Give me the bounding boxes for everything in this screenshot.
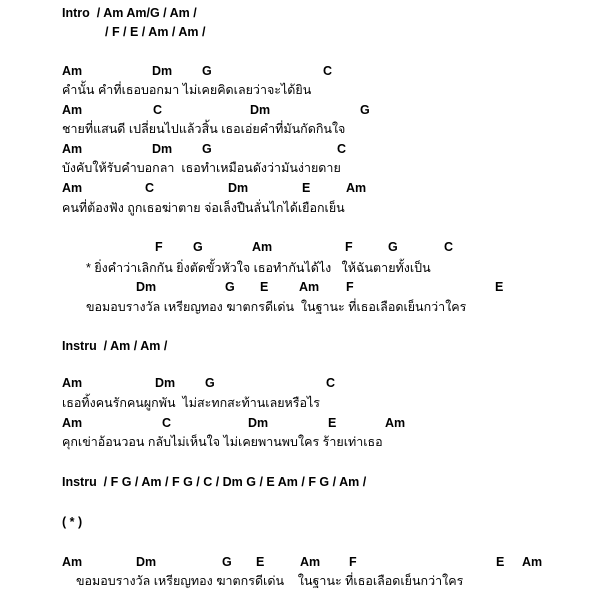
chord: Am [299,280,320,294]
lyric-line: * ยิ่งคำว่าเลิกกัน ยิ่งตัดขั้วหัวใจ เธอทำกันได้ไง ให้ฉันตายทั้งเป็น [86,261,431,275]
chord: E [302,181,311,195]
chord: Am [62,555,83,569]
lyric-line: บังคับให้รับคำบอกลา เธอทำเหมือนดังว่ามันง่ายดาย [62,161,341,175]
chord: Am [300,555,321,569]
chord: Am [62,416,83,430]
chord: E [260,280,269,294]
chord: Am [62,64,83,78]
chord: Dm [152,142,173,156]
chord: F [349,555,357,569]
chord: G [202,142,212,156]
chord: Am [62,376,83,390]
chord: E [496,555,505,569]
chord: Dm [136,555,157,569]
chord: G [388,240,398,254]
lyric-line: ชายที่แสนดี เปลี่ยนไปแล้วสิ้น เธอเอ่ยคำที่มันกัดกินใจ [62,122,346,136]
chord: C [162,416,172,430]
chord: G [205,376,215,390]
chord: G [193,240,203,254]
chord: G [222,555,232,569]
chord: C [145,181,155,195]
chord: C [444,240,454,254]
chord: Dm [228,181,249,195]
chord: Dm [250,103,271,117]
lyric-line: คุกเข่าอ้อนวอน กลับไม่เห็นใจ ไม่เคยพานพบใคร ร้ายเท่าเธอ [62,435,383,449]
chord: E [256,555,265,569]
chord: Dm [155,376,176,390]
instru-line: Instru / Am / Am / [62,339,168,353]
instru-line: Instru / F G / Am / F G / C / Dm G / E Am / F G / Am / [62,475,367,489]
chord: C [326,376,336,390]
intro-line-2: / F / E / Am / Am / [105,25,206,39]
chord: C [337,142,347,156]
chord: E [495,280,504,294]
chord: Am [346,181,367,195]
chord: Am [385,416,406,430]
chord: C [323,64,333,78]
chord: G [225,280,235,294]
chord: F [155,240,163,254]
lyric-line: ขอมอบรางวัล เหรียญทอง ฆาตกรดีเด่น ในฐานะ ที่เธอเลือดเย็นกว่าใคร [86,300,467,314]
lyric-line: คำนั้น คำที่เธอบอกมา ไม่เคยคิดเลยว่าจะได้ยิน [62,83,312,97]
chord: E [328,416,337,430]
chord: G [360,103,370,117]
repeat-marker: ( * ) [62,515,83,529]
chord: F [345,240,353,254]
intro-line-1: Intro / Am Am/G / Am / [62,6,197,20]
chord: Dm [248,416,269,430]
chord: Am [62,181,83,195]
lyric-line: ขอมอบรางวัล เหรียญทอง ฆาตกรดีเด่น ในฐานะ ที่เธอเลือดเย็นกว่าใคร [76,574,464,588]
chord: Am [252,240,273,254]
lyric-line: เธอทิ้งคนรักคนผูกพัน ไม่สะทกสะท้านเลยหรือไร [62,396,321,410]
chord: C [153,103,163,117]
lyric-line: คนที่ต้องฟัง ถูกเธอฆ่าตาย จ่อเล็งปืนลั่นไกได้เยือกเย็น [62,201,345,215]
chord: Dm [152,64,173,78]
chord: Am [62,142,83,156]
chord: Dm [136,280,157,294]
chord: G [202,64,212,78]
chord: Am [62,103,83,117]
chord: F [346,280,354,294]
chord: Am [522,555,543,569]
